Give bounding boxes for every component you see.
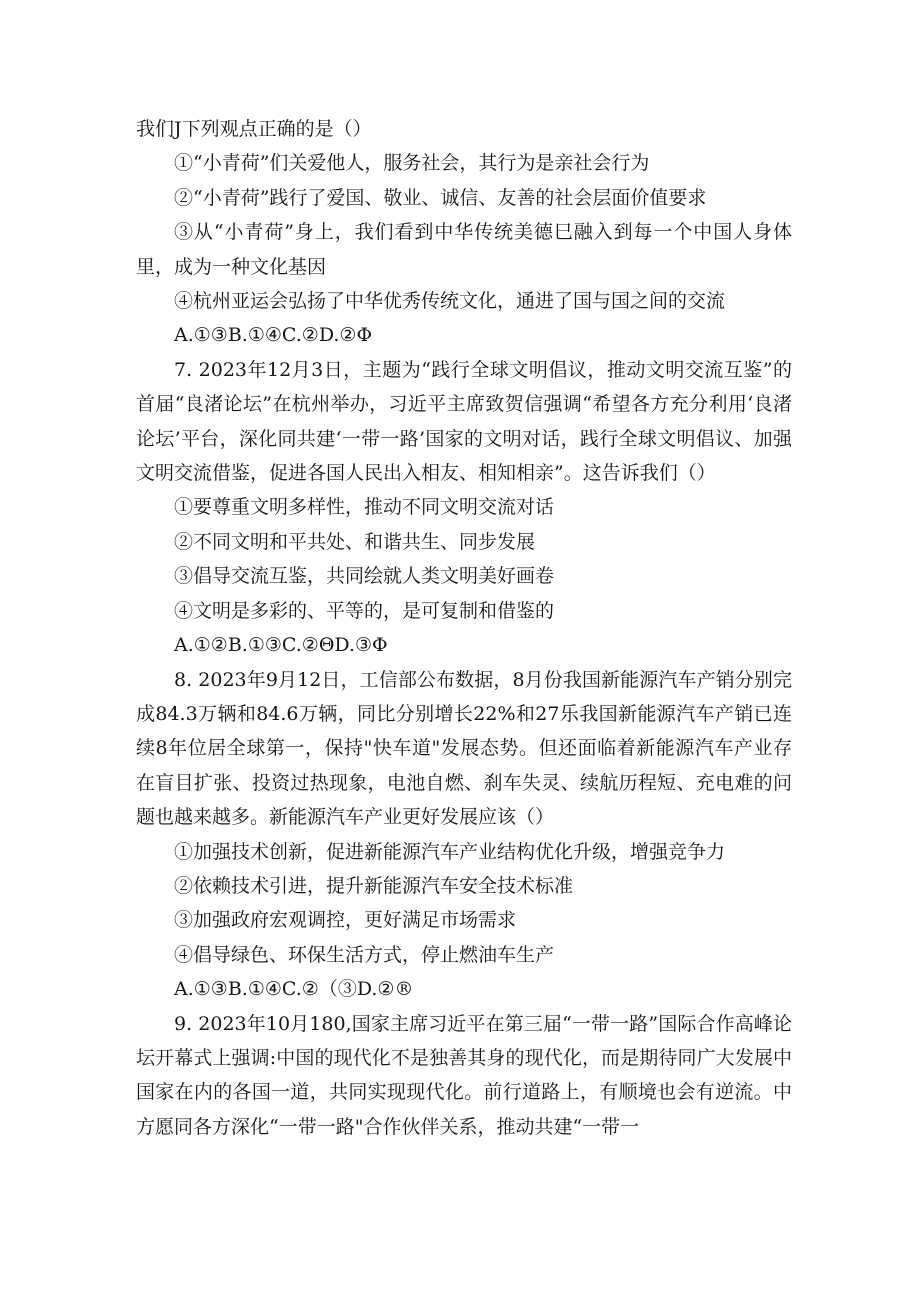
q6-option-4: ④杭州亚运会弘扬了中华优秀传统文化，通进了国与国之间的交流: [174, 290, 726, 313]
q8-stem: 8. 2023年9月12日，工信部公布数据，8月份我国新能源汽车产销分别完成84.3万辆和84.6万辆，同比分别增长22%和27乐我国新能源汽车产销已连续8年位居全球第一，保持"快车道"发展态势。但还面临着新能源汽车产业存在盲目扩张、投资过热现象，电池自燃、刹车失灵、续航历程短、充电难的问题也越来越多。新能源汽车产业更好发展应该（）: [136, 668, 792, 829]
q6-option-3: ③从“小青荷”身上，我们看到中华传统美德巳融入到每一个中国人身体里，成为一种文化基因: [136, 221, 792, 278]
q7-option-4: ④文明是多彩的、平等的，是可复制和借鉴的: [174, 599, 555, 622]
q7-stem: 7. 2023年12月3日，主题为“践行全球文明倡议，推动文明交流互鉴”的首届“良渚论坛”在杭州举办，习近平主席致贺信强调“希望各方充分利用‘良渚论坛’平台，深化同共建‘一带一路’国家的文明对话，践行全球文明倡议、加强文明交流借鉴，促进各国人民出入相友、相知相亲”。这告诉我们（）: [136, 358, 792, 485]
q7-option-1: ①要尊重文明多样性，推动不同文明交流对话: [174, 496, 555, 519]
q7-answer-choices: A.①②B.①③C.②ΘD.③Φ: [174, 634, 388, 657]
document-page: [136, 112, 792, 1144]
q8-option-4: ④倡导绿色、环保生活方式，停止燃油车生产: [174, 943, 555, 966]
q8-option-2: ②依赖技术引进，提升新能源汽车安全技术标准: [174, 874, 574, 897]
q6-option-1: ①“小青荷”们关爱他人，服务社会，其行为是亲社会行为: [174, 152, 650, 175]
q8-option-1: ①加强技术创新，促进新能源汽车产业结构优化升级，增强竞争力: [174, 840, 726, 863]
q9-stem: 9. 2023年10月180,国家主席习近平在第三届“一带一路”国际合作高峰论坛开幕式上强调:中国的现代化不是独善其身的现代化，而是期待同广大发展中国家在内的各国一道，共同实现现代化。前行道路上，有顺境也会有逆流。中方愿同各方深化“一带一路"合作伙伴关系，推动共建“一带一: [136, 1012, 792, 1138]
q7-option-2: ②不同文明和平共处、和谐共生、同步发展: [174, 530, 536, 553]
q6-option-2: ②“小青荷”践行了爱国、敬业、诚信、友善的社会层面价值要求: [174, 186, 707, 209]
q6-answer-choices: A.①③B.①④C.②D.②Φ: [174, 324, 373, 347]
q6-stem-end: 我们J下列观点正确的是（）: [136, 118, 372, 140]
q8-answer-choices: A.①③B.①④C.②（③D.②®: [174, 978, 414, 1001]
q8-option-3: ③加强政府宏观调控，更好满足市场需求: [174, 909, 517, 932]
q7-option-3: ③倡导交流互鉴，共同绘就人类文明美好画卷: [174, 565, 555, 588]
